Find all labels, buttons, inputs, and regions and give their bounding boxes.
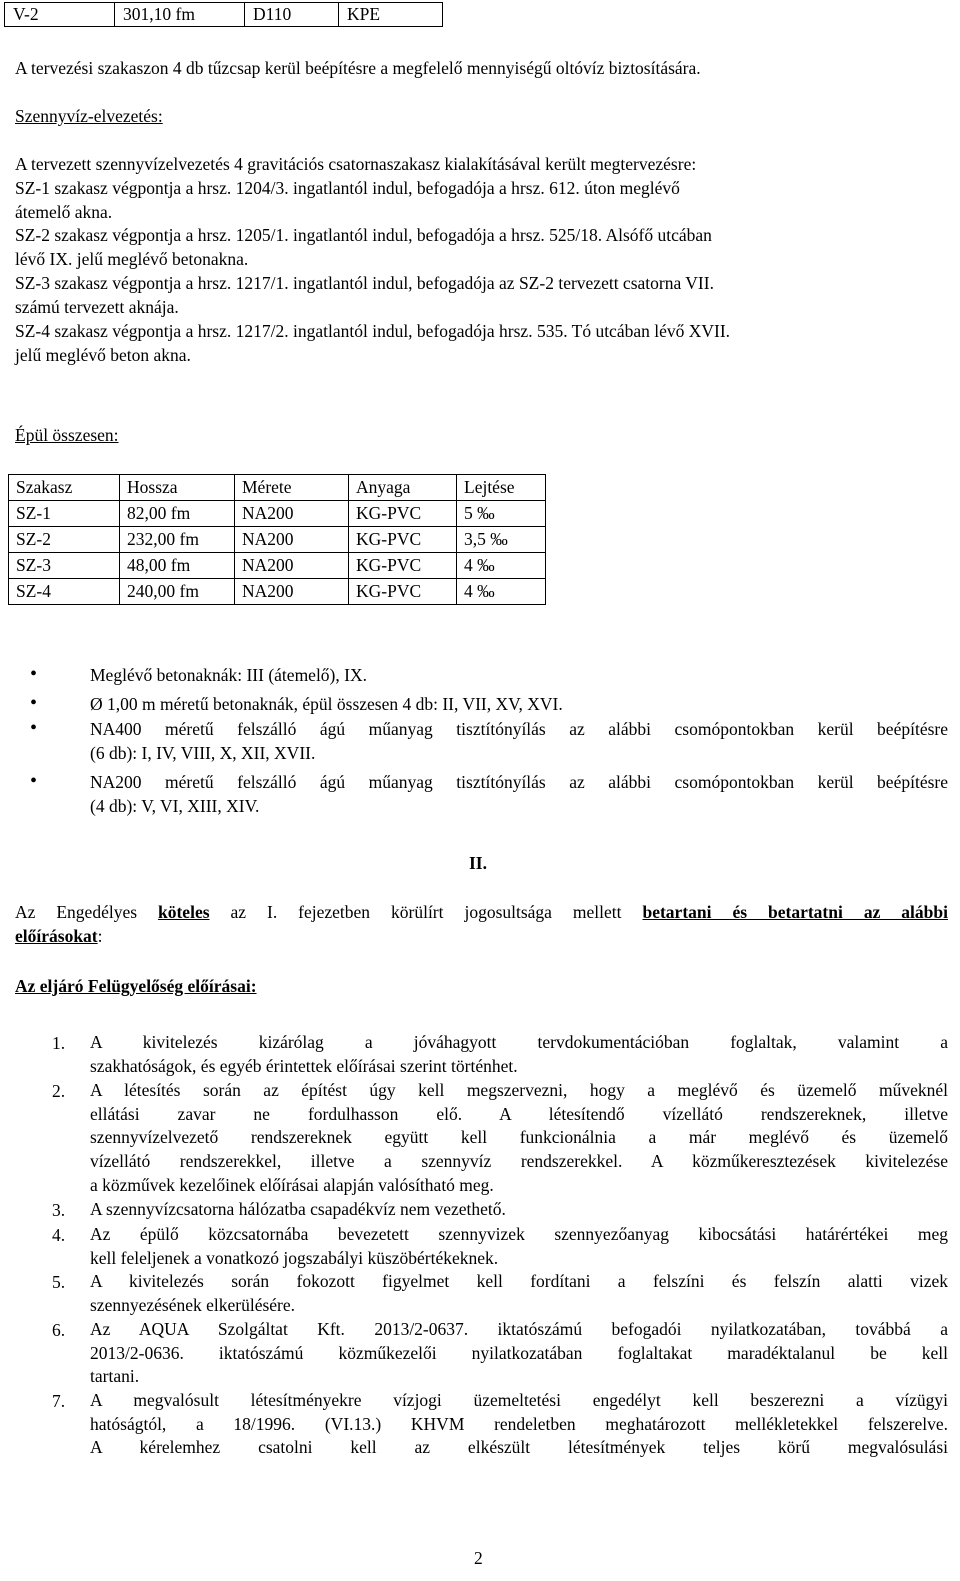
sewage-line: jelű meglévő beton akna. [15,345,191,365]
table-row [9,553,546,579]
column-header: Hossza [120,475,235,501]
table-cell: 240,00 fm [120,579,235,605]
item-line: A szennyvízcsatorna hálózatba csapadékvíz nem vezethető. [90,1199,506,1219]
table-cell: NA200 [235,553,349,579]
item-number: 1. [52,1033,66,1053]
table-cell: 48,00 fm [120,553,235,579]
bullet-text: NA200 méretű felszálló ágú műanyag tisztítónyílás az alábbi csomópontokban kerül beépítésre [90,772,948,792]
sewage-line: SZ-3 szakasz végpontja a hrsz. 1217/1. ingatlantól indul, befogadója az SZ-2 tervezett csatorna VII. [15,273,714,293]
item-number: 5. [52,1272,66,1292]
item-line: A létesítés során az építést úgy kell megszervezni, hogy a meglévő és üzemelő műveknél [90,1080,948,1100]
bullet-icon: • [30,717,38,739]
table-cell: 3,5 ‰ [457,527,546,553]
column-header: Lejtése [457,475,546,501]
item-number: 3. [52,1200,66,1220]
item-line: A kivitelezés során fokozott figyelmet kell fordítani a felszíni és felszín alatti vizek [90,1271,948,1291]
header-cell: KPE [339,3,443,27]
table-cell: 82,00 fm [120,501,235,527]
bullet-text: (4 db): V, VI, XIII, XIV. [90,796,260,816]
item-number: 2. [52,1081,66,1101]
sewage-heading: Szennyvíz-elvezetés: [15,106,163,126]
sewage-line: SZ-2 szakasz végpontja a hrsz. 1205/1. ingatlantól indul, befogadója a hrsz. 525/18. Alsófő utcában [15,225,712,245]
item-number: 4. [52,1225,66,1245]
header-table-row [5,3,443,27]
item-line: A kérelemhez csatolni kell az elkészült létesítmények teljes körű megvalósulási [90,1437,948,1458]
table-row [9,501,546,527]
item-line: A megvalósult létesítményekre vízjogi üzemeltetési engedélyt kell beszerezni a vízügyi [90,1390,948,1410]
table-cell: KG-PVC [349,501,457,527]
item-line: tartani. [90,1366,140,1387]
item-line: szennyezésének elkerülésére. [90,1294,296,1315]
item-line: 2013/2-0636. iktatószámú közműkezelői nyilatkozatában foglaltakat maradéktalanul be kell [90,1342,948,1363]
table-cell: NA200 [235,501,349,527]
list-item [90,1270,948,1317]
table-cell: KG-PVC [349,579,457,605]
table-cell: SZ-4 [9,579,120,605]
item-line: szennyvízelvezető rendszereknek együtt kell funkcionálnia a már meglévő és üzemelő [90,1127,948,1148]
sewage-line: lévő IX. jelű meglévő betonakna. [15,249,249,269]
permit-emphasis: betartani és betartatni az alábbi [642,902,948,922]
authority-heading: Az eljáró Felügyelőség előírásai: [15,976,257,996]
table-row [9,579,546,605]
permit-emphasis: előírásokat [15,926,98,946]
item-number: 7. [52,1391,66,1411]
item-line: a közművek kezelőinek előírásai alapján valósítható meg. [90,1174,494,1195]
table-cell: KG-PVC [349,527,457,553]
column-header: Mérete [235,475,349,501]
item-line: kell feleljenek a vonatkozó jogszabályi küszöbértékeknek. [90,1247,499,1268]
table-cell: SZ-2 [9,527,120,553]
permit-line [15,902,948,923]
bullet-icon: • [30,663,38,685]
list-item [90,1223,948,1270]
bullet-text: (6 db): I, IV, VIII, X, XII, XVII. [90,743,316,763]
header-table [4,2,443,27]
page-number: 2 [474,1548,483,1568]
table-header-row [9,475,546,501]
item-line: hatóságtól, a 18/1996. (VI.13.) KHVM rendeletben meghatározott mellékletekkel felszerelve. [90,1413,948,1434]
bullet-icon: • [30,770,38,792]
table-cell: NA200 [235,579,349,605]
item-line: szakhatóságok, és egyéb érintettek előírásai szerint történhet. [90,1055,518,1076]
table-cell: 4 ‰ [457,579,546,605]
sewage-line: számú tervezett aknája. [15,297,179,317]
item-line: vízellátó rendszerekkel, illetve a szennyvíz rendszerekkel. A közműkeresztezések kivitelezése [90,1151,948,1172]
item-number: 6. [52,1320,66,1340]
sections-table [8,474,546,605]
table-cell: SZ-3 [9,553,120,579]
list-item [90,1389,948,1460]
sewage-line: átemelő akna. [15,202,113,222]
bullet-text: NA400 méretű felszálló ágú műanyag tisztítónyílás az alábbi csomópontokban kerül beépítésre [90,719,948,739]
header-cell: D110 [245,3,339,27]
table-cell: SZ-1 [9,501,120,527]
bullet-text: Meglévő betonaknák: III (átemelő), IX. [90,665,367,685]
list-item [90,1198,948,1222]
column-header: Anyaga [349,475,457,501]
header-cell: V-2 [5,3,115,27]
bullet-text: Ø 1,00 m méretű betonaknák, épül összesen 4 db: II, VII, XV, XVI. [90,694,563,714]
intro-line: A tervezési szakaszon 4 db tűzcsap kerül beépítésre a megfelelő mennyiségű oltóvíz biztosítására. [15,58,701,78]
chapter-heading: II. [469,853,487,873]
permit-line [15,926,103,947]
permit-emphasis: köteles [158,902,210,922]
list-item [90,1031,948,1078]
sewage-line: A tervezett szennyvízelvezetés 4 gravitációs csatornaszakasz kialakításával került megtervezésre: [15,154,697,174]
permit-text: : [97,926,103,946]
table-cell: 5 ‰ [457,501,546,527]
permit-text: Az Engedélyes [15,902,158,922]
header-cell: 301,10 fm [115,3,245,27]
column-header: Szakasz [9,475,120,501]
item-line: A kivitelezés kizárólag a jóváhagyott tervdokumentációban foglaltak, valamint a [90,1032,948,1052]
table-cell: 4 ‰ [457,553,546,579]
item-line: Az épülő közcsatornába bevezetett szennyvizek szennyezőanyag kibocsátási határértékei meg [90,1224,948,1244]
built-heading: Épül összesen: [15,425,119,445]
table-cell: 232,00 fm [120,527,235,553]
sewage-line: SZ-1 szakasz végpontja a hrsz. 1204/3. ingatlantól indul, befogadója a hrsz. 612. úton meglévő [15,178,680,198]
list-item [90,1318,948,1389]
table-cell: NA200 [235,527,349,553]
item-line: Az AQUA Szolgáltat Kft. 2013/2-0637. iktatószámú befogadói nyilatkozatában, továbbá a [90,1319,948,1339]
list-item [90,1079,948,1198]
bullet-icon: • [30,692,38,714]
item-line: ellátási zavar ne fordulhasson elő. A létesítendő vízellátó rendszereknek, illetve [90,1103,948,1124]
permit-text: az I. fejezetben körülírt jogosultsága mellett [209,902,643,922]
sewage-line: SZ-4 szakasz végpontja a hrsz. 1217/2. ingatlantól indul, befogadója hrsz. 535. Tó utcában lévő XVII. [15,321,731,341]
table-cell: KG-PVC [349,553,457,579]
table-row [9,527,546,553]
